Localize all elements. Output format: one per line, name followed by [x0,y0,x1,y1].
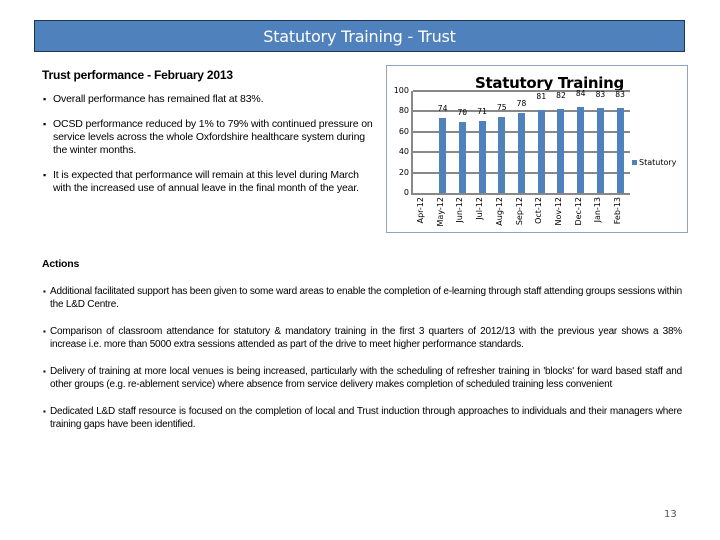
performance-heading: Trust performance - February 2013 [42,68,233,82]
bar [439,118,446,193]
action-bullet: ▪ Additional facilitated support has been given to some ward areas to enable the completion of e-learning through staff attending groups sessions within the L&D Centre. [43,286,682,310]
x-tick-label: Sep-12 [514,197,524,226]
slide-title-bar [34,20,685,52]
y-tick-label: 20 [398,167,409,177]
bar [459,122,466,193]
x-tick-label: Aug-12 [494,197,504,226]
chart-title: Statutory Training [475,74,624,92]
bar [479,121,486,193]
bullet-icon: ▪ [43,94,47,104]
bar [597,108,604,193]
y-tick-label: 80 [398,106,409,116]
performance-bullet: ▪ OCSD performance reduced by 1% to 79% with continued pressure on service levels across the whole Oxfordshire healthcare system during the winter months. [43,118,373,156]
actions-heading: Actions [42,258,80,270]
y-tick-label: 100 [393,86,409,95]
x-tick-label: Jan-13 [593,197,603,223]
performance-section [42,68,377,207]
y-tick-label: 0 [403,188,409,197]
x-tick-label: Jun-12 [455,197,465,223]
bar [538,110,545,193]
bar [577,107,584,193]
performance-bullet: ▪ Overall performance has remained flat at 83%. [43,93,264,105]
bar [557,109,564,193]
bullet-icon: ▪ [43,407,46,416]
x-tick-label: Apr-12 [415,197,425,224]
x-tick-label: May-12 [435,197,445,227]
legend-swatch [632,160,637,165]
action-bullet: ▪ Comparison of classroom attendance for statutory & mandatory training in the first 3 quarters of 2012/13 with the previous year shows a 38% increase i.e. more than 5000 extra sessions attended as part of the drive to meet higher performance standards. [43,326,682,350]
bullet-icon: ▪ [43,170,47,180]
x-tick-label: Feb-13 [613,197,623,225]
slide-title: Statutory Training - Trust [263,26,456,46]
data-label: 82 [556,91,566,101]
bullet-icon: ▪ [43,287,46,296]
data-label: 83 [595,90,606,100]
action-bullet: ▪ Delivery of training at more local venues is being increased, particularly with the scheduling of refresher training in 'blocks' for ward based staff and other groups (e.g. re-ablement service) where absence from service delivery makes completion of scheduled training less convenient [43,366,682,390]
bullet-icon: ▪ [43,119,47,129]
statutory-training-chart [386,65,688,233]
bar [498,117,505,194]
x-tick-label: Dec-12 [573,197,583,226]
x-tick-label: Nov-12 [553,197,563,226]
actions-section [42,258,682,431]
page-number: 13 [664,509,677,520]
y-tick-label: 40 [398,147,409,157]
data-label: 83 [615,90,625,100]
bar [518,113,525,193]
data-label: 74 [437,103,448,113]
chart-legend [632,158,676,167]
bar [617,108,624,193]
y-tick-label: 60 [398,126,409,136]
data-label: 78 [516,99,527,109]
action-bullet: ▪ Dedicated L&D staff resource is focused on the completion of local and Trust induction through approaches to individuals and their managers where training gaps have been identified. [43,406,682,430]
bullet-icon: ▪ [43,367,46,376]
plot-area [393,86,630,197]
performance-bullet: ▪ It is expected that performance will remain at this level during March with the increased use of annual leave in the final month of the year. [43,169,359,194]
data-label: 84 [575,89,586,99]
data-label: 75 [496,102,507,112]
x-tick-label: Jul-12 [475,197,485,220]
bullet-icon: ▪ [43,327,46,336]
legend-label: Statutory [639,158,677,167]
data-label: 70 [457,107,468,117]
x-tick-label: Oct-12 [534,197,544,224]
data-label: 71 [477,106,487,116]
data-label: 81 [536,92,547,102]
